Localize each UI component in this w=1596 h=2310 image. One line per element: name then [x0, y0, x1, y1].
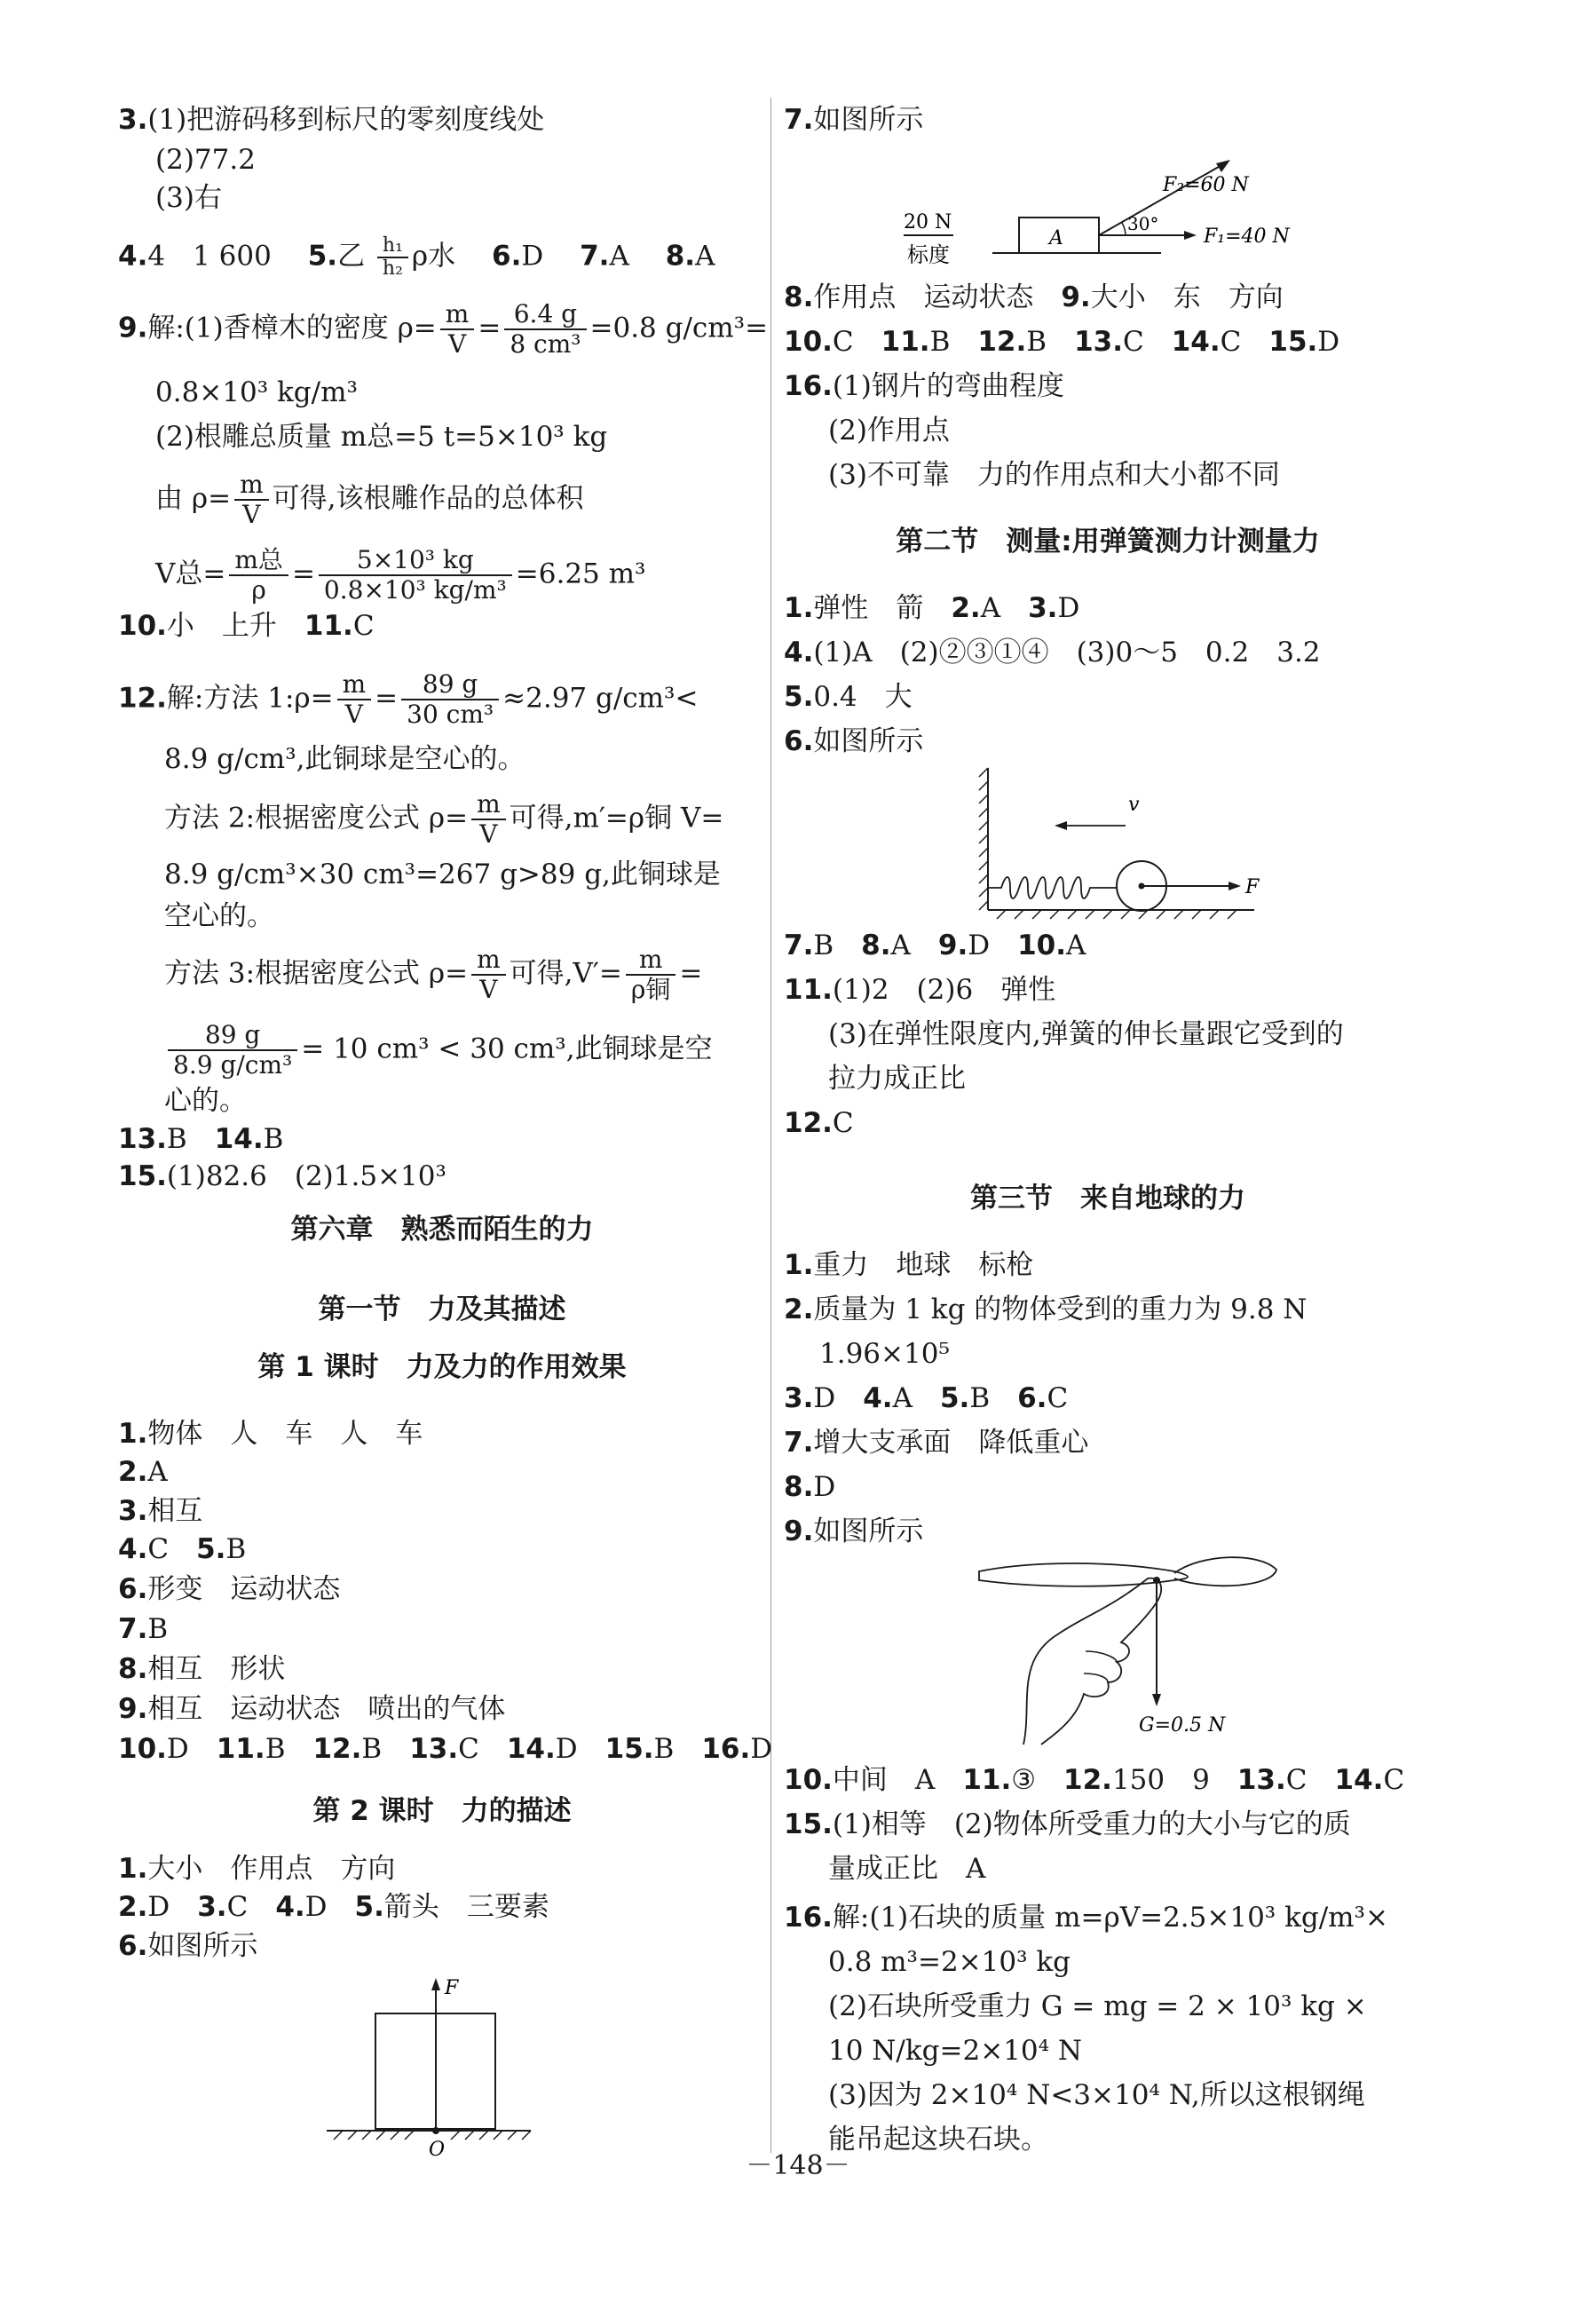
answer-line: 1.物体 人 车 人 车	[118, 1418, 423, 1450]
answer-line: 1.弹性 箭 2.A 3.D	[784, 592, 1080, 624]
answer-line: 2.A	[118, 1456, 168, 1488]
gravity-arrow-head	[1152, 1694, 1161, 1706]
answer-line: (3)不可靠 力的作用点和大小都不同	[828, 459, 1280, 491]
spring-diagram	[979, 768, 1263, 919]
answer-line: 能吊起这块石块。	[828, 2124, 1048, 2156]
answer-line: 8.D	[784, 1471, 836, 1503]
answer-line: 3.相互	[118, 1495, 203, 1527]
answer-line: 拉力成正比	[828, 1063, 966, 1095]
wall-hatch	[979, 768, 988, 910]
velocity-arrow-head	[1055, 821, 1067, 830]
section-heading: 第三节 来自地球的力	[970, 1183, 1245, 1214]
answer-line: 10 N/kg=2×10⁴ N	[828, 2035, 1083, 2067]
answer-line: 6.形变 运动状态	[118, 1573, 341, 1605]
chapter-heading: 第六章 熟悉而陌生的力	[290, 1214, 594, 1246]
answer-line: 7.增大支承面 降低重心	[784, 1427, 1089, 1459]
answer-line: 16.(1)钢片的弯曲程度	[784, 370, 1064, 402]
block-label: A	[1049, 227, 1063, 249]
answer-line: 7.如图所示	[784, 104, 924, 136]
answer-line: 12.C	[784, 1107, 854, 1139]
answer-line: (3)在弹性限度内,弹簧的伸长量跟它受到的	[828, 1018, 1344, 1050]
scale-value: 20 N	[904, 211, 952, 233]
page-number: －148－	[746, 2150, 850, 2181]
answer-line: 0.8 m³=2×10³ kg	[828, 1946, 1071, 1978]
answer-line: 9.如图所示	[784, 1515, 924, 1547]
answer-line: 0.8×10³ kg/m³	[155, 376, 358, 408]
gravity-label: G=0.5 N	[1139, 1714, 1226, 1736]
arrow-head	[431, 1978, 440, 1990]
f2-arrow-head	[1216, 160, 1230, 172]
answer-line: 3.(1)把游码移到标尺的零刻度线处	[118, 104, 545, 136]
f1-label: F₁=40 N	[1204, 225, 1290, 248]
force-arrow-head	[1229, 882, 1241, 890]
answer-line: 3.D 4.A 5.B 6.C	[784, 1382, 1069, 1414]
fingers	[1084, 1651, 1117, 1682]
answer-line: (2)石块所受重力 G = mg = 2 × 10³ kg ×	[828, 1990, 1367, 2022]
scale-label: 标度	[907, 242, 950, 267]
answer-line: (2)作用点	[828, 415, 950, 447]
answer-line: 1.96×10⁵	[819, 1338, 950, 1370]
answer-line: 2.质量为 1 kg 的物体受到的重力为 9.8 N	[784, 1293, 1308, 1325]
answer-line: (3)右	[155, 182, 222, 214]
f2-label: F₂=60 N	[1163, 174, 1249, 196]
spoon-bowl	[1174, 1557, 1276, 1586]
lesson-heading: 第 2 课时 力的描述	[312, 1795, 572, 1827]
answer-line: 8.9 g/cm³×30 cm³=267 g>89 g,此铜球是	[164, 858, 721, 890]
answer-line: 10.小 上升 11.C	[118, 610, 375, 642]
answer-line: 15.(1)82.6 (2)1.5×10³	[118, 1160, 446, 1192]
answer-line: 9.解:(1)香樟木的密度 ρ= $\frac{m}{V}$ = $\frac{6.4 g}{\text{8 cm³}}$ =0.8 g/cm³=	[118, 299, 769, 359]
answer-line: 11.(1)2 (2)6 弹性	[784, 974, 1056, 1006]
answer-line: 1.大小 作用点 方向	[118, 1853, 396, 1885]
column-divider	[770, 98, 771, 2153]
f1-arrow-head	[1184, 231, 1197, 240]
force-label: F	[1245, 876, 1260, 898]
answer-line: 1.重力 地球 标枪	[784, 1249, 1034, 1281]
answer-line: 4.4 1 600 5.乙 $\frac{\text{h₁}}{\text{h₂}}$ ρ水 6.D 7.A 8.A	[118, 234, 715, 280]
answer-line: 15.(1)相等 (2)物体所受重力的大小与它的质	[784, 1808, 1351, 1840]
answer-line: 心的。	[164, 1085, 247, 1117]
answer-line: 7.B	[118, 1613, 169, 1645]
answer-line: 10.D 11.B 12.B 13.C 14.D 15.B 16.D	[118, 1733, 773, 1765]
answer-line: 16.解:(1)石块的质量 m=ρV=2.5×10³ kg/m³×	[784, 1902, 1388, 1934]
answer-line: 6.如图所示	[118, 1930, 258, 1962]
answer-line: 量成正比 A	[828, 1853, 986, 1885]
section-heading: 第一节 力及其描述	[318, 1293, 566, 1325]
answer-line: 4.(1)A (2)②③①④ (3)0～5 0.2 3.2	[784, 637, 1321, 668]
answer-line: 8.作用点 运动状态 9.大小 东 方向	[784, 281, 1284, 313]
spring	[988, 877, 1117, 898]
answer-line: 方法 2:根据密度公式 ρ= $\frac{m}{V}$ 可得,m′=ρ铜 V=	[164, 789, 724, 849]
answer-line: (3)因为 2×10⁴ N<3×10⁴ N,所以这根钢绳	[828, 2079, 1365, 2111]
answer-line: 2.D 3.C 4.D 5.箭头 三要素	[118, 1891, 549, 1923]
answer-line: 空心的。	[164, 900, 274, 932]
answer-line: 7.B 8.A 9.D 10.A	[784, 930, 1086, 961]
answer-line: 8.9 g/cm³,此铜球是空心的。	[164, 743, 525, 775]
answer-line: 4.C 5.B	[118, 1533, 247, 1565]
answer-line: 5.0.4 大	[784, 681, 913, 713]
answer-line: 9.相互 运动状态 喷出的气体	[118, 1693, 506, 1725]
answer-line: 8.相互 形状	[118, 1653, 286, 1685]
angle-label: 30°	[1127, 213, 1159, 234]
section-heading: 第二节 测量:用弹簧测力计测量力	[896, 526, 1320, 558]
answer-line: 12.解:方法 1:ρ= $\frac{m}{V}$ = $\frac{89 g}{\text{30 cm³}}$ ≈2.97 g/cm³<	[118, 669, 699, 729]
force-label: F	[445, 1977, 459, 1999]
answer-line: 方法 3:根据密度公式 ρ= $\frac{m}{V}$ 可得,V′= $\frac{m}{\text{ρ铜}}$ =	[164, 945, 703, 1004]
force-diagram-angle	[904, 146, 1290, 275]
answer-line: 10.C 11.B 12.B 13.C 14.C 15.D	[784, 326, 1340, 358]
answer-line: $\frac{89 g}{\text{8.9 g/cm³}}$ = 10 cm³ < 30 cm³,此铜球是空	[164, 1021, 713, 1080]
spoon-balance-diagram	[979, 1554, 1281, 1758]
answer-line: V总= $\frac{\text{m总}}{\rho}$ = $\frac{\text{5×10³ kg}}{\text{0.8×10³ kg/m³}}$ =6.25 m³	[155, 545, 646, 605]
answer-line: (2)根雕总质量 m总=5 t=5×10³ kg	[155, 421, 608, 453]
answer-line: 10.中间 A 11.③ 12.150 9 13.C 14.C	[784, 1764, 1405, 1796]
velocity-label: v	[1128, 794, 1140, 816]
angle-arc	[1122, 223, 1126, 235]
answer-line: 由 ρ= $\frac{m}{V}$ 可得,该根雕作品的总体积	[155, 470, 584, 529]
answer-line: 6.如图所示	[784, 725, 924, 757]
floor-hatch	[997, 910, 1237, 919]
origin-label: O	[429, 2139, 446, 2161]
force-diagram-box	[327, 1971, 531, 2161]
lesson-heading: 第 1 课时 力及力的作用效果	[257, 1351, 627, 1383]
answer-line: 13.B 14.B	[118, 1123, 284, 1155]
answer-line: (2)77.2	[155, 144, 256, 176]
